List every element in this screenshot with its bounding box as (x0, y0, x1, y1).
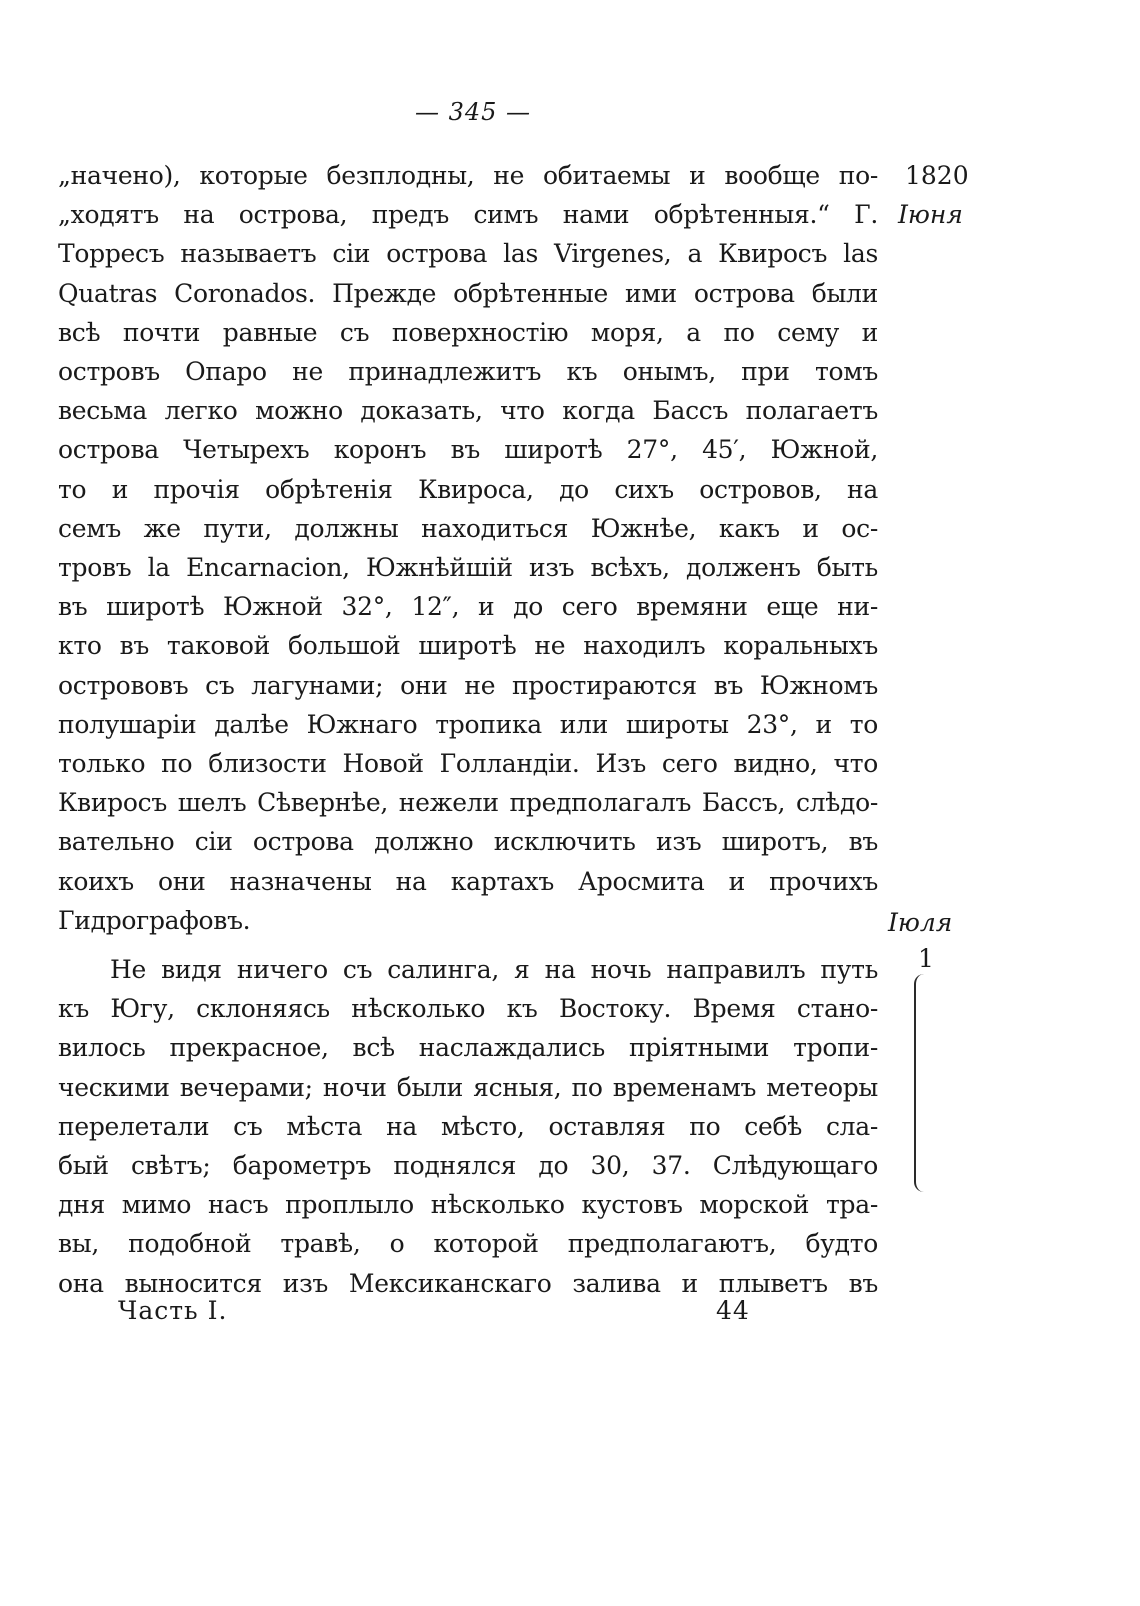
footer-signature: 44 (716, 1296, 750, 1325)
text-line: Quatras Coronados. Прежде обрѣтенные ими острова были (58, 278, 878, 308)
text-line: семъ же пути, должны находиться Южнѣе, какъ и ос- (58, 513, 878, 543)
page-number: — 345 — (414, 98, 532, 126)
text-line: въ широтѣ Южной 32°, 12″, и до сего времяни еще ни- (58, 592, 878, 622)
text-line: полушаріи далѣе Южнаго тропика или широты 23°, и то (58, 709, 878, 739)
paragraph-gap (58, 940, 878, 950)
main-text (58, 156, 878, 1303)
text-line: ческими вечерами; ночи были ясныя, по временамъ метеоры (58, 1072, 878, 1102)
margin-july-day: 1 (918, 944, 934, 973)
footer-part: Часть I. (118, 1296, 228, 1325)
margin-year: 1820 (905, 161, 969, 190)
text-line: Гидрографовъ. (58, 905, 251, 935)
text-line: вательно сіи острова должно исключить изъ широтъ, въ (58, 827, 878, 857)
text-line: она выносится изъ Мексиканскаго залива и плыветъ въ (58, 1268, 878, 1298)
text-line: весьма легко можно доказать, что когда Бассъ полагаетъ (58, 396, 878, 426)
margin-month-july: Іюля (888, 908, 953, 937)
paragraph-2 (58, 950, 878, 1303)
paragraph-1 (58, 156, 878, 940)
text-line: вы, подобной травѣ, о которой предполагаютъ, будто (58, 1229, 878, 1259)
text-line: перелетали съ мѣста на мѣсто, оставляя по себѣ сла- (58, 1111, 878, 1141)
text-line: островъ Опаро не принадлежитъ къ онымъ, при томъ (58, 357, 878, 387)
margin-bracket (914, 974, 930, 1192)
text-line: Квиросъ шелъ Сѣвернѣе, нежели предполагалъ Бассъ, слѣдо- (58, 788, 878, 818)
text-line: Не видя ничего съ салинга, я на ночь направилъ путь (110, 955, 878, 985)
text-line: коихъ они назначены на картахъ Аросмита и прочихъ (58, 866, 878, 896)
text-line: кто въ таковой большой широтѣ не находилъ коральныхъ (58, 631, 878, 661)
text-line: вилось прекрасное, всѣ наслаждались пріятными тропи- (58, 1033, 878, 1063)
text-line: дня мимо насъ проплыло нѣсколько кустовъ морской тра- (58, 1190, 878, 1220)
text-line: только по близости Новой Голландіи. Изъ сего видно, что (58, 749, 878, 779)
text-line: тровъ la Encarnacion, Южнѣйшій изъ всѣхъ, долженъ быть (58, 553, 878, 583)
text-line: къ Югу, склоняясь нѣсколько къ Востоку. Время стано- (58, 994, 878, 1024)
text-line: „начено), которые безплодны, не обитаемы и вообще по- (58, 161, 878, 190)
text-line: острововъ съ лагунами; они не простираются въ Южномъ (58, 670, 878, 700)
text-line: бый свѣтъ; барометръ поднялся до 30, 37. Слѣдующаго (58, 1151, 878, 1181)
text-line: острова Четырехъ коронъ въ широтѣ 27°, 45′, Южной, (58, 435, 878, 465)
text-line: то и прочія обрѣтенія Квироса, до сихъ островов, на (58, 474, 878, 504)
margin-month-june: Іюня (898, 200, 963, 229)
text-line: всѣ почти равные съ поверхностію моря, а по сему и (58, 317, 878, 347)
text-line: „ходятъ на острова, предъ симъ нами обрѣтенныя.“ Г. (58, 200, 878, 230)
text-line: Торресъ называетъ сіи острова las Virgenes, а Квиросъ las (58, 239, 878, 269)
